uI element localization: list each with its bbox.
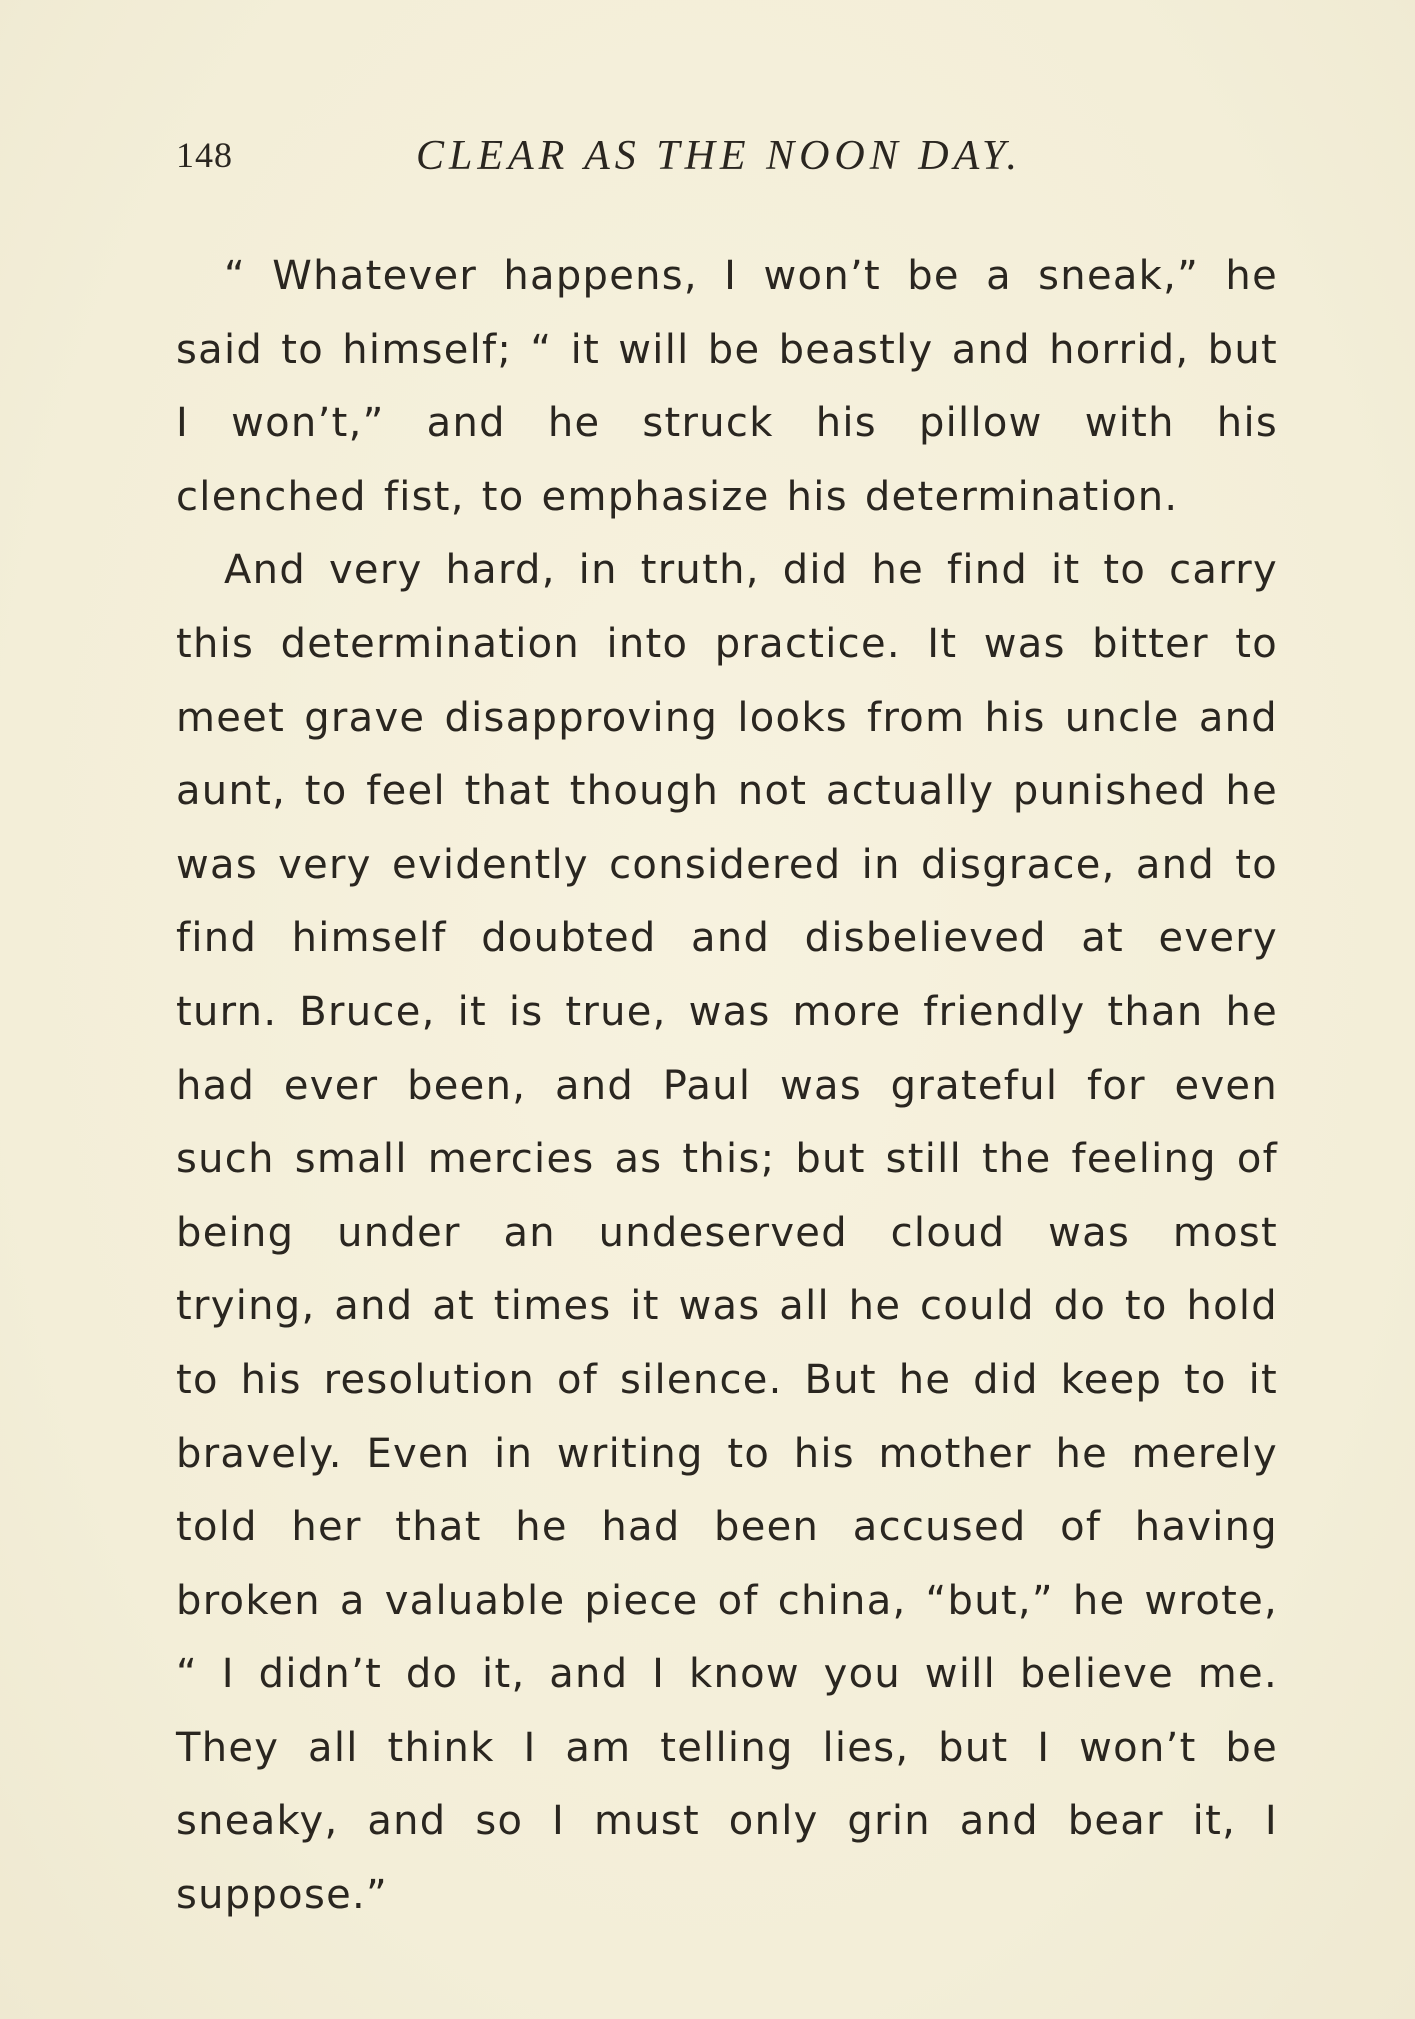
running-title: CLEAR AS THE NOON DAY. (416, 133, 1022, 179)
body-text (176, 240, 1278, 1933)
paragraph: And very hard, in truth, did he find it to carry this determination into practice. It was bitter to meet grave disapproving looks from his uncle and aunt, to feel that though not actually punished he was very evidently considered in disgrace, and to find himself doubted and disbelieved at every turn. Bruce, it is true, was more friendly than he had ever been, and Paul was grateful for even such small mercies as this; but still the feeling of being under an undeserved cloud was most trying, and at times it was all he could do to hold to his resolution of silence. But he did keep to it bravely. Even in writing to his mother he merely told her that he had been accused of having broken a valuable piece of china, “but,” he wrote, “ I didn’t do it, and I know you will believe me. They all think I am telling lies, but I won’t be sneaky, and so I must only grin and bear it, I suppose.” (176, 547, 1278, 1919)
page-number: 148 (176, 135, 233, 175)
paragraph: “ Whatever happens, I won’t be a sneak,” he said to himself; “ it will be beastly and horrid, but I won’t,” and he struck his pillow with his clenched fist, to emphasize his determination. (176, 253, 1278, 520)
page-header (176, 132, 1076, 182)
